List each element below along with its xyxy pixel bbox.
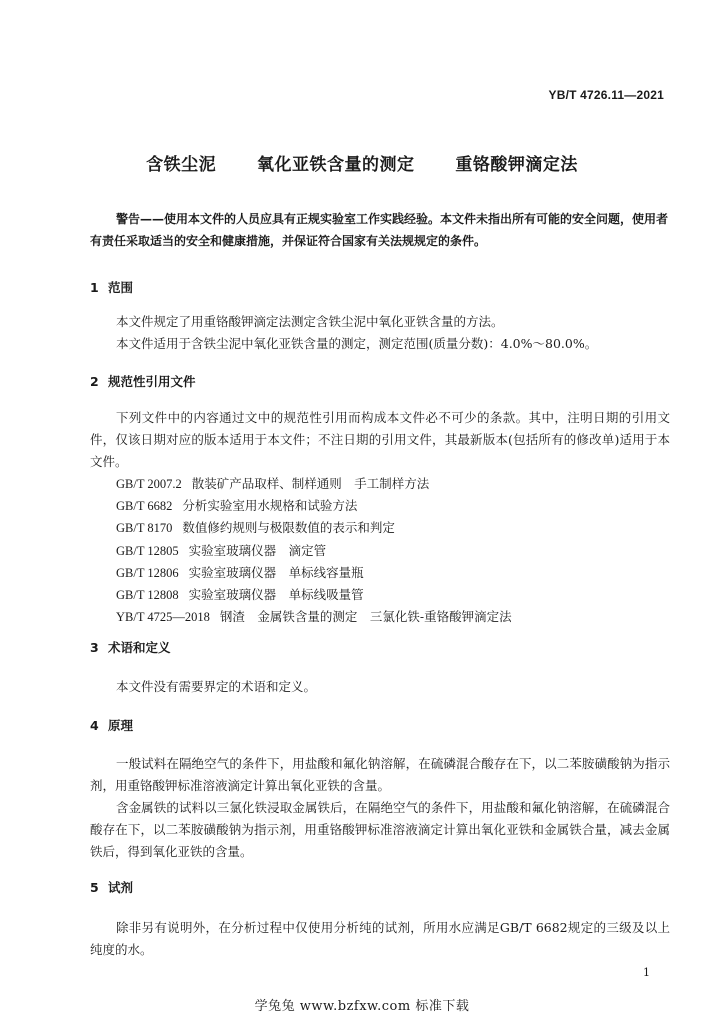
reference-code: GB/T 12805 xyxy=(116,543,179,558)
reference-code: GB/T 6682 xyxy=(116,499,173,514)
reference-item xyxy=(116,606,512,628)
reference-name: 散装矿产品取样、制样通则 手工制样方法 xyxy=(191,476,430,491)
section-5-heading xyxy=(90,878,133,896)
document-title: 含铁尘泥 氧化亚铁含量的测定 重铬酸钾滴定法 xyxy=(146,155,578,175)
reference-code: YB/T 4725—2018 xyxy=(116,610,210,625)
reagents-paragraph: 除非另有说明外，在分析过程中仅使用分析纯的试剂，所用水应满足GB/T 6682规定的三级及以上纯度的水。 xyxy=(90,920,670,957)
reference-name: 钢渣 金属铁含量的测定 三氯化铁-重铬酸钾滴定法 xyxy=(219,609,512,625)
section-1-heading xyxy=(90,278,133,296)
section-title: 规范性引用文件 xyxy=(108,374,196,389)
reference-name: 实验室玻璃仪器 单标线容量瓶 xyxy=(188,564,364,580)
download-watermark: 学兔兔 www.bzfxw.com 标准下载 xyxy=(254,999,470,1014)
principle-paragraph-1: 一般试料在隔绝空气的条件下，用盐酸和氟化钠溶解，在硫磷混合酸存在下，以二苯胺磺酸钠为指示剂，用重铬酸钾标准溶液滴定计算出氧化亚铁的含量。 xyxy=(90,756,670,793)
reference-code: GB/T 2007.2 xyxy=(116,477,182,491)
normative-references-intro: 下列文件中的内容通过文中的规范性引用而构成本文件必不可少的条款。其中，注明日期的引用文件，仅该日期对应的版本适用于本文件；不注日期的引用文件，其最新版本(包括所有的修改单)适用于本文件。 xyxy=(90,410,670,469)
scope-paragraph-1: 本文件规定了用重铬酸钾滴定法测定含铁尘泥中氧化亚铁含量的方法。 xyxy=(116,314,504,329)
terms-paragraph: 本文件没有需要界定的术语和定义。 xyxy=(116,679,317,694)
page-number: 1 xyxy=(643,966,650,979)
reference-item xyxy=(116,584,512,606)
section-title: 试剂 xyxy=(108,880,134,895)
reference-name: 实验室玻璃仪器 单标线吸量管 xyxy=(188,587,364,603)
reference-name: 实验室玻璃仪器 滴定管 xyxy=(188,542,327,558)
section-number: 3 xyxy=(90,640,99,655)
reference-name: 数值修约规则与极限数值的表示和判定 xyxy=(182,520,395,536)
reference-item xyxy=(116,495,512,517)
reference-item xyxy=(116,562,512,584)
section-number: 5 xyxy=(90,880,99,895)
section-4-heading xyxy=(90,716,133,734)
section-3-heading xyxy=(90,638,171,656)
section-number: 1 xyxy=(90,280,99,295)
scope-paragraph-2: 本文件适用于含铁尘泥中氧化亚铁含量的测定，测定范围(质量分数)：4.0%～80.0%。 xyxy=(116,336,598,351)
section-title: 原理 xyxy=(108,718,134,733)
reference-list xyxy=(116,473,512,628)
safety-warning: 警告——使用本文件的人员应具有正规实验室工作实践经验。本文件未指出所有可能的安全问题，使用者有责任采取适当的安全和健康措施，并保证符合国家有关法规规定的条件。 xyxy=(90,212,669,248)
reference-code: GB/T 12808 xyxy=(116,588,179,603)
section-number: 4 xyxy=(90,718,99,733)
reference-item xyxy=(116,540,512,562)
reference-name: 分析实验室用水规格和试验方法 xyxy=(182,498,358,514)
section-number: 2 xyxy=(90,374,99,389)
section-2-heading xyxy=(90,372,196,390)
principle-paragraph-2: 含金属铁的试料以三氯化铁浸取金属铁后，在隔绝空气的条件下，用盐酸和氟化钠溶解，在硫磷混合酸存在下，以二苯胺磺酸钠为指示剂，用重铬酸钾标准溶液滴定计算出氧化亚铁和金属铁合量，减去金属铁后，得到氧化亚铁的含量。 xyxy=(90,800,670,859)
reference-item xyxy=(116,517,512,539)
reference-item xyxy=(116,473,512,495)
section-title: 术语和定义 xyxy=(108,640,171,655)
reference-code: GB/T 8170 xyxy=(116,521,173,536)
reference-code: GB/T 12806 xyxy=(116,565,179,580)
section-title: 范围 xyxy=(108,280,134,295)
standard-code: YB/T 4726.11—2021 xyxy=(548,88,664,102)
